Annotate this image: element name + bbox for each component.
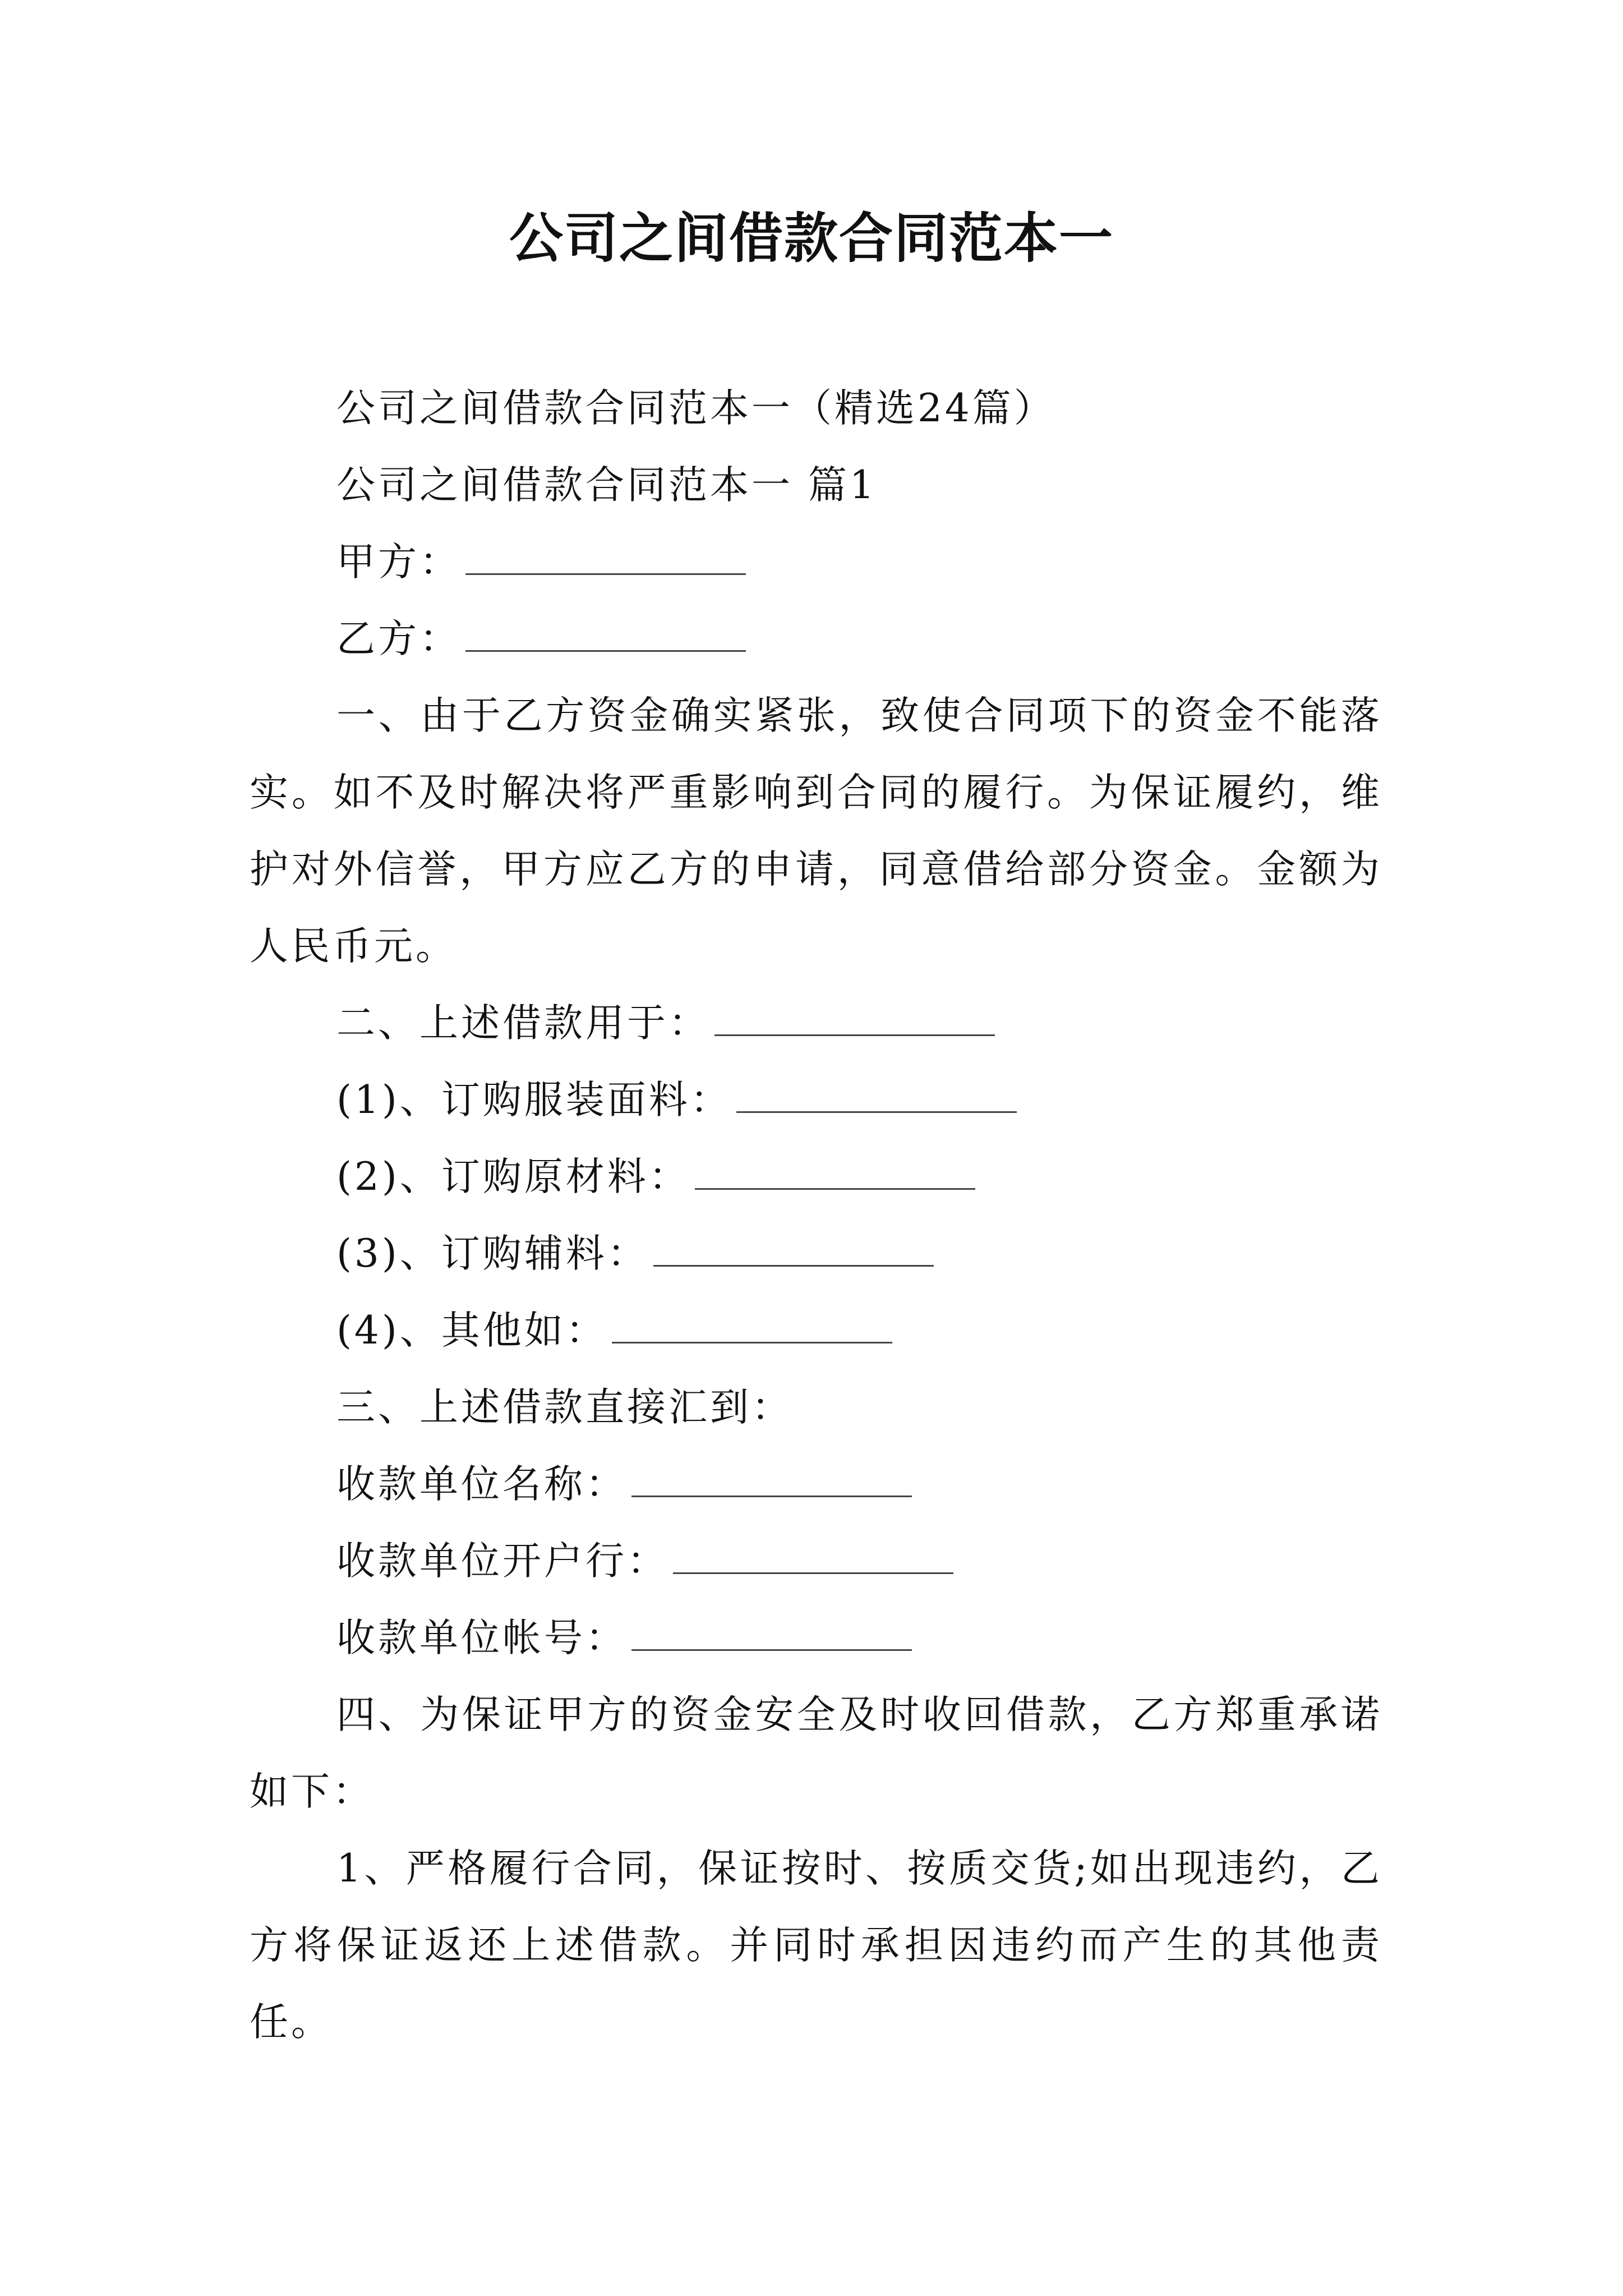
item-2-line xyxy=(250,1139,1382,1216)
item-2-label: (2)、订购原材料： xyxy=(336,1154,690,1199)
item-3-line xyxy=(250,1216,1382,1292)
clause-3: 三、上述借款直接汇到： xyxy=(336,1385,793,1430)
document-body xyxy=(250,370,1382,2061)
item-3-blank xyxy=(653,1231,934,1267)
clause-2-blank xyxy=(714,1001,995,1036)
item-2-blank xyxy=(695,1154,975,1190)
payee-name-blank xyxy=(631,1462,912,1497)
document-title: 公司之间借款合同范本一 xyxy=(509,206,1114,270)
item-4-blank xyxy=(612,1308,892,1343)
clause-1: 一、由于乙方资金确实紧张，致使合同项下的资金不能落实。如不及时解决将严重影响到合同的履行。为保证履约，维护对外信誉，甲方应乙方的申请，同意借给部分资金。金额为人民币元。 xyxy=(250,693,1382,969)
party-a-blank xyxy=(465,540,746,575)
party-a-line xyxy=(250,524,1382,601)
item-1-label: (1)、订购服装面料： xyxy=(336,1078,732,1122)
item-4-line xyxy=(250,1292,1382,1369)
item-1-blank xyxy=(736,1078,1017,1113)
payee-account-line xyxy=(250,1600,1382,1677)
clause-2-line xyxy=(250,985,1382,1062)
payee-bank-label: 收款单位开户行： xyxy=(336,1539,668,1584)
item-3-label: (3)、订购辅料： xyxy=(336,1231,649,1276)
section-heading: 公司之间借款合同范本一 篇1 xyxy=(336,463,877,508)
subtitle: 公司之间借款合同范本一（精选24篇） xyxy=(336,386,1055,431)
party-b-label: 乙方： xyxy=(336,616,461,661)
party-b-blank xyxy=(465,616,746,652)
clause-4: 四、为保证甲方的资金安全及时收回借款，乙方郑重承诺如下： xyxy=(250,1692,1382,1814)
clause-2-label: 二、上述借款用于： xyxy=(336,1001,710,1046)
party-a-label: 甲方： xyxy=(336,540,461,585)
payee-account-label: 收款单位帐号： xyxy=(336,1616,627,1660)
payee-account-blank xyxy=(631,1616,912,1651)
payee-name-label: 收款单位名称： xyxy=(336,1462,627,1507)
promise-1: 1、严格履行合同，保证按时、按质交货;如出现违约，乙方将保证返还上述借款。并同时承担因违约而产生的其他责任。 xyxy=(250,1846,1382,2045)
payee-name-line xyxy=(250,1446,1382,1523)
party-b-line xyxy=(250,601,1382,678)
payee-bank-line xyxy=(250,1523,1382,1600)
item-1-line xyxy=(250,1062,1382,1139)
item-4-label: (4)、其他如： xyxy=(336,1308,607,1353)
payee-bank-blank xyxy=(673,1539,953,1574)
